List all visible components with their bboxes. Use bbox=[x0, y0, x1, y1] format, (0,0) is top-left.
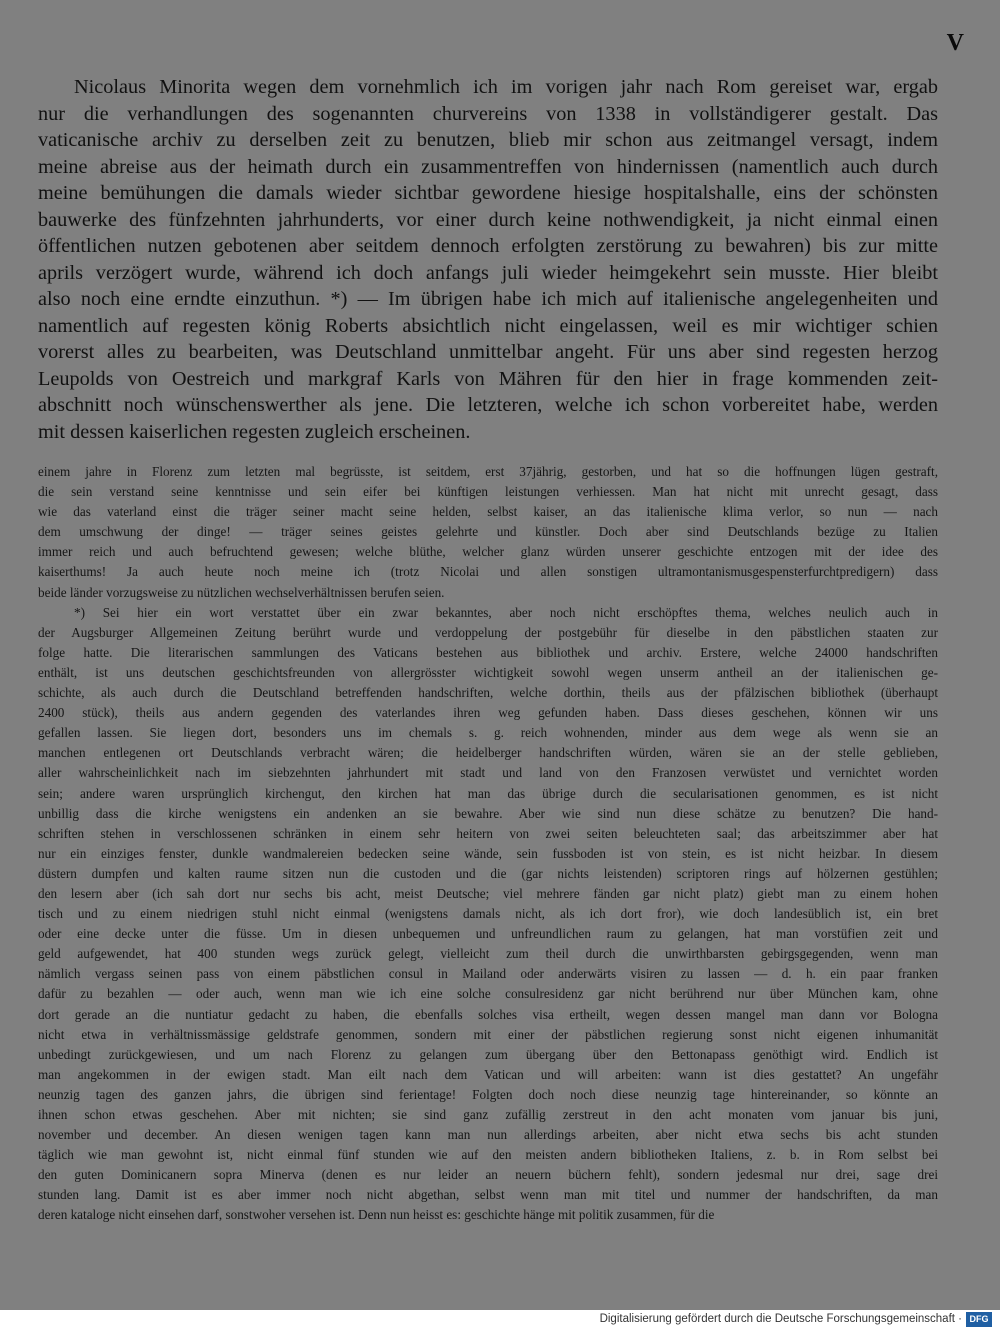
footnote-star bbox=[38, 603, 938, 1226]
footnote-line: stunden lang. Damit ist es aber immer noch nicht abgethan, selbst wenn man mit titel und nummer der handschriften, da man bbox=[38, 1187, 938, 1203]
footnote-line: enthält, ist uns deutschen geschichtsfreunden von allergrösster wichtigkeit sowohl wegen unserm antheil an der italienischen ge- bbox=[38, 664, 938, 680]
footnote-line: dem umschwung der dinge! — träger seines geistes gelehrte und künstler. Doch aber sind Deutschlands bezüge zu Italien bbox=[38, 524, 938, 540]
main-text-line: aprils verzögert wurde, während ich doch anfangs juli wieder heimgekehrt sein musste. Hier bleibt bbox=[38, 261, 938, 284]
footnote-line: 2400 stück), theils aus andern gegenden des vaterlandes ihren weg gefunden haben. Dass dieses geschehen, können wir uns bbox=[38, 705, 938, 721]
footnote-line: geld aufgewendet, hat 400 stunden wegs zurück gelegt, vielleicht zum theil durch die unwirthbarsten gebirgsgegenden, wenn man bbox=[38, 946, 938, 962]
footnote-line: nicht etwa in verhältnissmässige geldstrafe genommen, sondern mit einer der päbstlichen regierung sonst nicht eigenen inhumanität bbox=[38, 1026, 938, 1042]
footnote-line: kaiserthums! Ja auch heute noch meine ich (trotz Nicolai und allen sonstigen ultramontanismusgespensterfurchtpredigern) dass bbox=[38, 564, 938, 580]
main-text-line: Nicolaus Minorita wegen dem vornehmlich ich im vorigen jahr nach Rom gereiset war, ergab bbox=[74, 76, 938, 98]
main-text-line: vaticanische archiv zu derselben zeit zu benutzen, blieb mir schon aus zeitmangel versagt, indem bbox=[38, 129, 938, 151]
main-text-line: vorerst alles zu bearbeiten, was Deutschland unmittelbar angeht. Für uns aber sind regesten herzog bbox=[38, 341, 938, 363]
footnote-line: oder eine decke unter die füsse. Um in diesen unbequemen und unfreundlichen raum zu gelangen, hat man vorstüfien zeit und bbox=[38, 926, 938, 942]
main-text-line: Leupolds von Oestreich und markgraf Karls von Mähren für den hier in frage kommenden zeit- bbox=[38, 367, 938, 390]
footnote-line: unbedingt zurückgewiesen, und um nach Florenz zu gelangen zum übergang über den Bettonapass genöthigt wird. Endlich ist bbox=[38, 1046, 938, 1062]
main-text-line: namentlich auf regesten könig Roberts absichtlich nicht eingelassen, weil es mir wichtiger schien bbox=[38, 314, 938, 337]
footnote-line: dort gerade an die nuntiatur gedacht zu haben, die ebenfalls solches visa ertheilt, wegen dessen mangel man dann vor Bologna bbox=[38, 1006, 938, 1022]
footnote-line: gefallen lassen. Sie liegen dort, besonders uns im chemals s. g. reich wohnenden, minder aus dem wege als wenn sie an bbox=[38, 725, 938, 741]
footnote-line: schriften stehen in verschlossenen schränken in einem sehr heitern von zwei seiten beleuchteten saal; das arbeitszimmer aber hat bbox=[38, 825, 938, 841]
footnote-line: wie das vaterland einst die träger seiner macht seine helden, selbst kaiser, an das italienische klima verlor, so nun — nach bbox=[38, 504, 938, 520]
footnote-line: nämlich vergass seinen pass von einem päbstlichen consul in Mailand oder anderwärts visiren zu lassen — d. h. ein paar franken bbox=[38, 966, 938, 982]
footnote-line: düstern dumpfen und kalten raume sitzen nun die custoden und die (gar nichts leistenden) scriptoren rings auf hölzernen gestühlen; bbox=[38, 865, 938, 881]
footnote-line: man angekommen in der ewigen stadt. Man eilt nach dem Vatican und will arbeiten: wann ist dies gestattet? An ungefähr bbox=[38, 1066, 938, 1082]
footnote-line: den lesern aber (ich sah dort nur sechs bis acht, meist Deutsche; viel mehrere fänden gar nicht platz) giebt man zu einem hohen bbox=[38, 885, 938, 901]
footnote-line: dafür zu bezahlen — oder auch, wenn man wie ich eine solche consulresidenz gar nicht berührend nur über München kam, ohne bbox=[38, 986, 938, 1002]
footnote-line: die sein verstand seine kenntnisse und sein eifer bei künftigen leistungen verhiessen. Man hat nicht mit unrecht gesagt, dass bbox=[38, 484, 938, 500]
footnote-line: aller wahrscheinlichkeit nach im siebzehnten jahrhundert mit stadt und land von den Franzosen verwüstet und vernichtet worden bbox=[38, 765, 938, 781]
dfg-logo[interactable]: DFG bbox=[966, 1312, 992, 1327]
footnote-line: unbillig dass die kirche wenigstens ein andenken an sie bewahre. Aber wie sind nun diese schätze zu benutzen? Die hand- bbox=[38, 805, 938, 821]
main-text bbox=[38, 74, 938, 445]
footnote-line: sein; andere waren ursprünglich kirchengut, den kirchen hat man das übrige durch die secularisationen genommen, es ist nicht bbox=[38, 785, 938, 801]
footnote-line: neunzig tagen des ganzen jahrs, die übrigen sind ferientage! Folgten doch noch diese neunzig tage hintereinander, so könnte an bbox=[38, 1086, 938, 1102]
digitization-footer bbox=[0, 1310, 1000, 1330]
footnote-line: beide länder vorzugsweise zu nützlichen wechselverhältnissen berufen seien. bbox=[38, 584, 445, 600]
footnote-line: *) Sei hier ein wort verstattet über ein zwar bekanntes, aber noch nicht erschöpftes thema, welches neulich auch in bbox=[74, 604, 938, 620]
footnote-line: nur ein einziges fenster, dunkle wandmalereien bedecken seine wände, sein fussboden ist von stein, es ist nicht heizbar. In diesem bbox=[38, 845, 938, 861]
footnote-line: schichte, als auch durch die Deutschland betreffenden handschriften, welche dorthin, theils aus der pfälzischen bibliothek (überhaupt bbox=[38, 685, 938, 701]
footnotes bbox=[38, 462, 938, 1226]
main-text-line: öffentlichen nutzen gebotenen aber seitdem dennoch erfolgten zerstörung zu bewahren) bis zur mitte bbox=[38, 235, 938, 257]
main-text-line: meine bemühungen die damals wieder sichtbar gewordene hiesige hospitalshalle, eins der schönsten bbox=[38, 182, 938, 204]
main-text-line: mit dessen kaiserlichen regesten zugleich erscheinen. bbox=[38, 420, 471, 443]
page-number: V bbox=[946, 30, 964, 56]
footnote-line: immer reich und auch befruchtend gewesen; welche blüthe, welcher glanz würden unserer geschichte entzogen mit der idee des bbox=[38, 544, 938, 560]
footnote-line: der Augsburger Allgemeinen Zeitung berührt wurde und verdoppelung der postgebühr für dieselbe in den päbstlichen staaten zur bbox=[38, 624, 938, 640]
footnote-line: den guten Dominicanern sopra Minerva (denen es nur leider an neuern büchern fehlt), sondern jedesmal nur drei, sage drei bbox=[38, 1167, 938, 1183]
footnote-line: tisch und zu einem niedrigen stuhl nicht einmal (wenigstens damals nicht, als ich dort fror), wie doch landesüblich ist, ein bret bbox=[38, 906, 938, 922]
footnote-line: einem jahre in Florenz zum letzten mal begrüsste, ist seitdem, erst 37jährig, gestorben, und hat so die hoffnungen lügen gestraft, bbox=[38, 464, 938, 479]
main-text-line: abschnitt noch wünschenswerther als jene. Die letzteren, welche ich schon vorbereitet habe, werden bbox=[38, 394, 938, 416]
funding-credit: Digitalisierung gefördert durch die Deutsche Forschungsgemeinschaft · bbox=[599, 1313, 962, 1325]
footnote-line: deren kataloge nicht einsehen darf, sonstwoher versehen ist. Denn nun heisst es: geschichte hänge mit politik zusammen, für die bbox=[38, 1207, 715, 1223]
footnote-continued bbox=[38, 462, 938, 603]
main-text-line: also noch eine erndte einzuthun. *) — Im übrigen habe ich mich auf italienische angelegenheiten und bbox=[38, 288, 938, 310]
footnote-line: täglich wie man gewohnt ist, nicht einmal fünf stunden wie auf den meisten andern bibliotheken Italiens, z. b. in Rom selbst bei bbox=[38, 1147, 938, 1163]
footnote-line: manchen entlegenen ort Deutschlands verbracht wären; die heidelberger handschriften würden, wären sie an der stelle geblieben, bbox=[38, 745, 938, 761]
main-text-line: bauwerke des fünfzehnten jahrhunderts, vor einer durch keine nothwendigkeit, ja nicht einmal einen bbox=[38, 208, 938, 231]
footnote-line: folge hatte. Die literarischen sammlungen des Vaticans bestehen aus bibliothek und archiv. Erstere, welche 24000 handschriften bbox=[38, 644, 938, 660]
main-text-line: nur die verhandlungen des sogenannten churvereins von 1338 in vollständigerer gestalt. Das bbox=[38, 102, 938, 125]
footnote-line: november und december. An diesen wenigen tagen kann man nun allerdings arbeiten, aber nicht etwa sechs bis acht stunden bbox=[38, 1127, 938, 1143]
main-text-line: meine abreise aus der heimath durch ein zusammentreffen von hindernissen (namentlich auch durch bbox=[38, 155, 938, 178]
footnote-line: ihnen schon etwas geschehen. Aber mit nichten; sie sind ganz zufällig zerstreut in den acht monaten vom januar bis juni, bbox=[38, 1107, 938, 1122]
